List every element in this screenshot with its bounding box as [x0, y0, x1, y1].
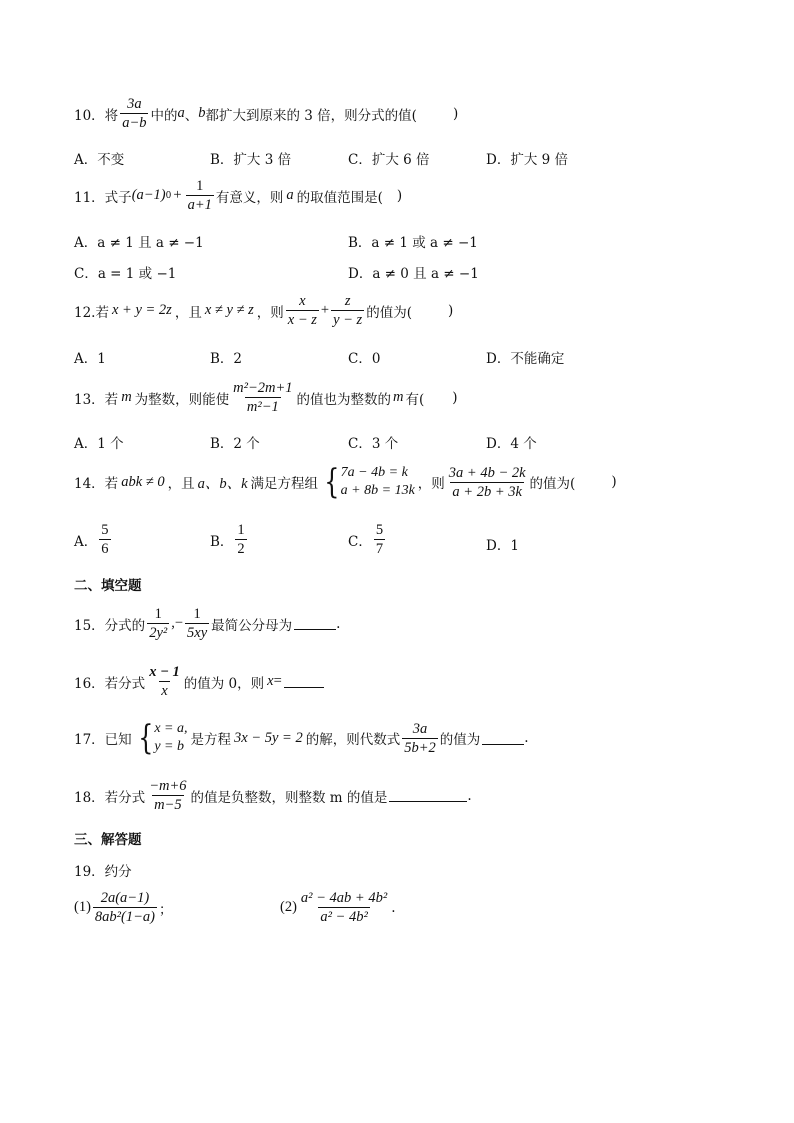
q14-fraction: $\frac{3a + 4b - 2k}{a + 2b + 3k}$ — [448, 464, 526, 500]
q12-option-b[interactable]: B．2 — [210, 351, 243, 367]
q18-answer-blank[interactable] — [389, 789, 467, 802]
q13-option-a[interactable]: A．1 个 — [74, 436, 124, 452]
q10-option-a[interactable]: A．不变 — [74, 152, 125, 168]
left-brace-icon: { — [137, 718, 154, 758]
q11-option-b[interactable]: B．a ≠ 1 或 a ≠ −1 — [348, 235, 478, 251]
q17-equation-system: { x = a, y = b — [137, 718, 188, 758]
q13-option-c[interactable]: C．3 个 — [348, 436, 399, 452]
q12-option-c[interactable]: C．0 — [348, 351, 381, 367]
question-10: 10．将 $\frac{3a}{a-b}$ 中的 a 、 b 都扩大到原来的 3 倍，则分式的值( ) — [74, 96, 459, 131]
question-18: 18．若分式 $\frac{-m+6}{m-5}$ 的值是负整数，则整数 m 的值是 . — [74, 778, 472, 813]
question-12: 12.若 x + y = 2z ，且 x ≠ y ≠ z ，则 $\frac{x}{x - z}$ + $\frac{z}{y - z}$ 的值为( ) — [74, 293, 454, 328]
q10-option-b[interactable]: B．扩大 3 倍 — [210, 152, 292, 168]
q11-option-a[interactable]: A．a ≠ 1 且 a ≠ −1 — [74, 235, 204, 251]
q11-option-c[interactable]: C．a = 1 或 −1 — [74, 266, 177, 282]
question-11: 11．式子 (a−1) 0 + $\frac{1}{a+1}$ 有意义，则 a 的取值范围是( ) — [74, 178, 403, 213]
q13-option-d[interactable]: D．4 个 — [486, 436, 537, 452]
question-13: 13．若 m 为整数，则能使 $\frac{\text{m²−2m+1}}{\text{m²−1}}$ 的值也为整数的 m 有( ) — [74, 380, 458, 415]
q14-option-b[interactable]: B． $\frac{1}{2}$ — [210, 522, 245, 557]
left-brace-icon: { — [324, 462, 340, 502]
question-14: 14．若 abk ≠ 0 ，且 a、b、k 满足方程组 { 7a − 4b = k a + 8b = 13k ，则 $\frac{3a + 4b - 2k}{a + 2b + 3k}$ 的值为( ) — [74, 462, 617, 502]
q14-option-a[interactable]: A． $\frac{5}{6}$ — [74, 522, 109, 557]
q11-option-d[interactable]: D．a ≠ 0 且 a ≠ −1 — [348, 266, 479, 282]
q11-fraction: $\frac{1}{a+1}$ — [187, 178, 212, 213]
question-17: 17．已知 { x = a, y = b 是方程 3x − 5y = 2 的解，则代数式 $\frac{3a}{5b+2}$ 的值为 . — [74, 718, 529, 758]
section-solve-title: 三、解答题 — [74, 832, 142, 848]
q12-fraction-1: $\frac{x}{x - z}$ — [287, 293, 317, 328]
question-15: 15．分式的 $\frac{1}{\text{2y²}}$ ,− $\frac{1}{5xy}$ 最简公分母为 . — [74, 606, 341, 641]
q10-option-c[interactable]: C．扩大 6 倍 — [348, 152, 430, 168]
q10-fraction: $\frac{3a}{a-b}$ — [122, 96, 147, 131]
q13-option-b[interactable]: B．2 个 — [210, 436, 260, 452]
q16-answer-blank[interactable] — [284, 675, 324, 688]
section-fill-in-title: 二、填空题 — [74, 578, 142, 594]
q10-number: 10．将 — [74, 107, 119, 124]
q12-fraction-2: $\frac{z}{y - z}$ — [333, 293, 363, 328]
q15-answer-blank[interactable] — [294, 617, 336, 630]
q12-option-d[interactable]: D．不能确定 — [486, 351, 565, 367]
q19-part-1: (1) $\frac{2a(a-1)}{\text{8ab²(1−a)}}$ ； — [74, 890, 173, 925]
question-16: 16．若分式 $\frac{x - 1}{x}$ 的值为 0，则 x = — [74, 664, 324, 699]
q14-option-c[interactable]: C． $\frac{5}{7}$ — [348, 522, 384, 557]
question-19: 19．约分 — [74, 864, 132, 880]
q14-equation-system: { 7a − 4b = k a + 8b = 13k — [324, 462, 415, 502]
q12-option-a[interactable]: A．1 — [74, 351, 106, 367]
q17-answer-blank[interactable] — [482, 732, 524, 745]
q10-option-d[interactable]: D．扩大 9 倍 — [486, 152, 568, 168]
q14-option-d[interactable]: D．1 — [486, 538, 519, 554]
q13-fraction: $\frac{\text{m²−2m+1}}{\text{m²−1}}$ — [233, 380, 293, 415]
q19-part-2: (2) $\frac{\text{a² − 4ab + 4b²}}{\text{a² − 4b²}}$ . — [280, 890, 396, 925]
